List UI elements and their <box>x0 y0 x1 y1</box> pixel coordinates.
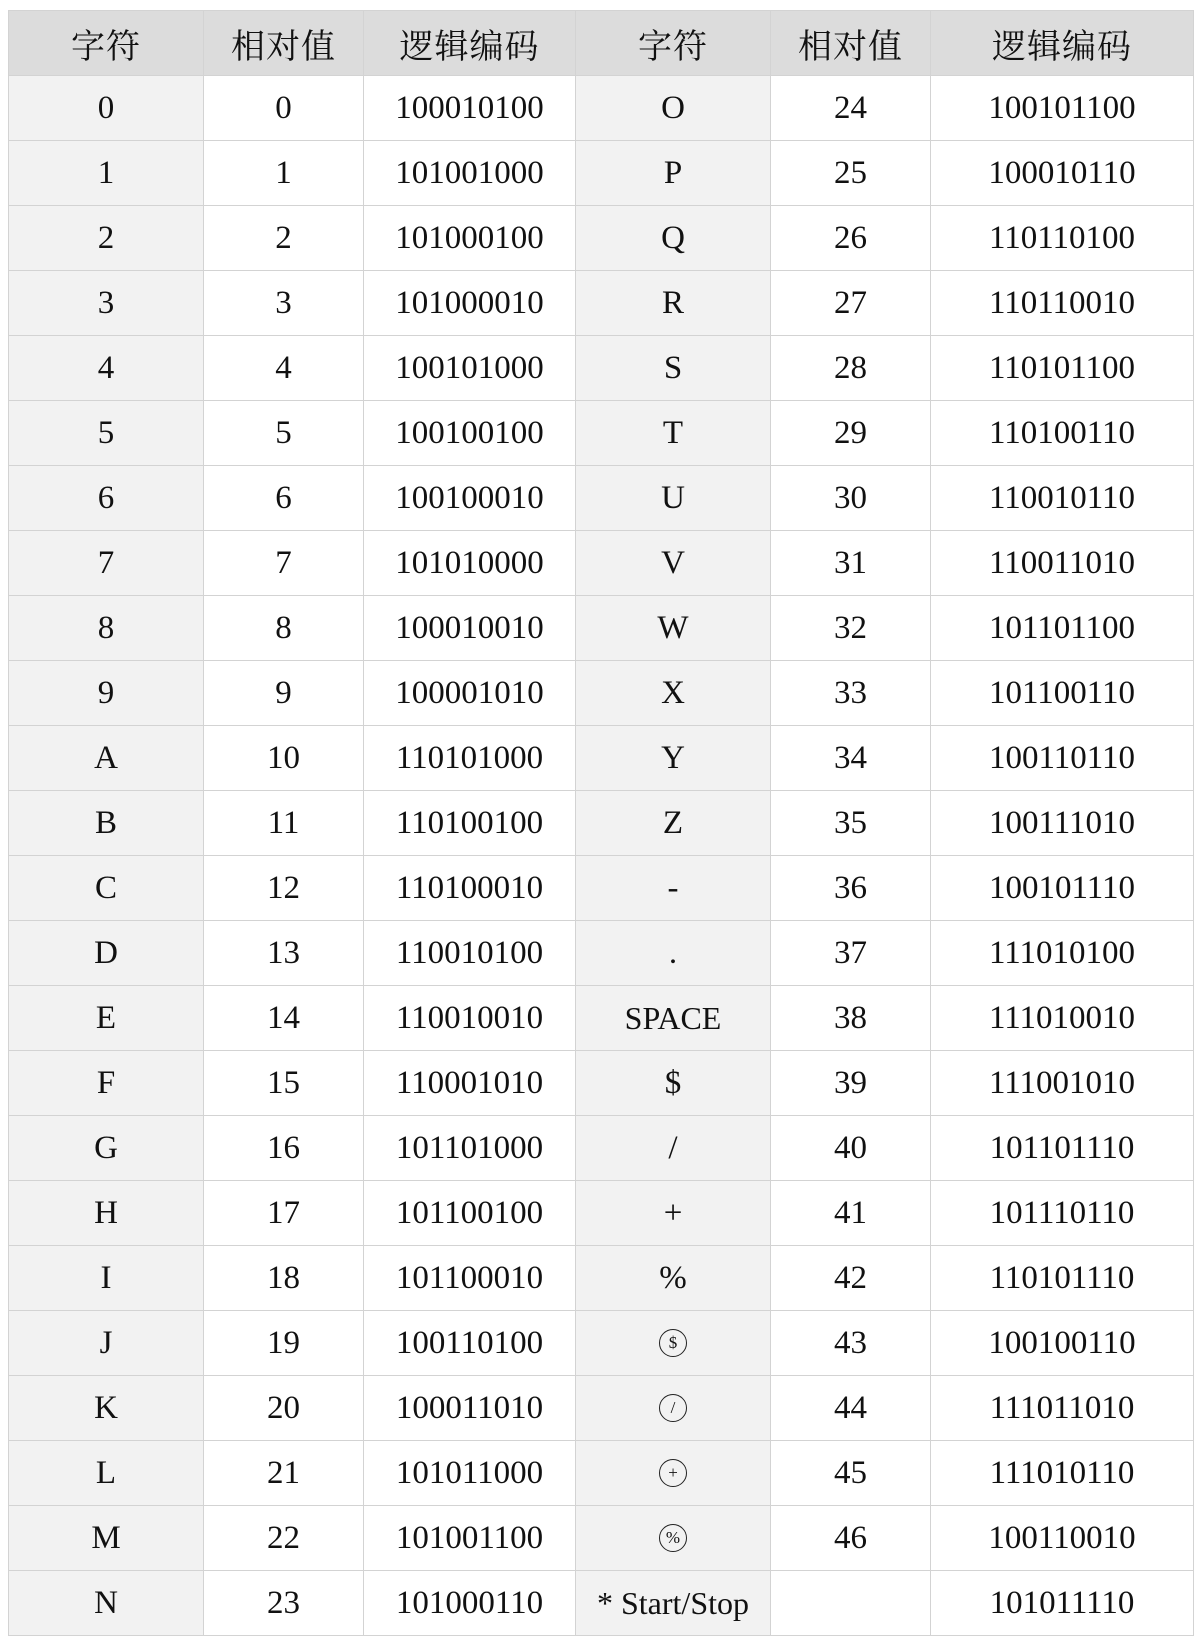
header-code-left: 逻辑编码 <box>364 11 576 76</box>
circled-symbol: $ <box>659 1329 687 1357</box>
header-value-left: 相对值 <box>204 11 364 76</box>
char-cell-right <box>576 1376 771 1441</box>
char-cell-right: SPACE <box>576 986 771 1051</box>
code-cell-left: 101000110 <box>364 1571 576 1636</box>
value-cell-left: 3 <box>204 271 364 336</box>
code-cell-left: 101000010 <box>364 271 576 336</box>
table-row <box>9 141 1194 206</box>
value-cell-right: 32 <box>771 596 931 661</box>
circled-symbol: + <box>659 1459 687 1487</box>
table-row <box>9 336 1194 401</box>
table-row <box>9 271 1194 336</box>
value-cell-left: 6 <box>204 466 364 531</box>
char-cell-left: B <box>9 791 204 856</box>
code-cell-right: 100110110 <box>931 726 1194 791</box>
code-cell-left: 101101000 <box>364 1116 576 1181</box>
code-cell-right: 101101100 <box>931 596 1194 661</box>
code-cell-right: 110100110 <box>931 401 1194 466</box>
char-cell-left: J <box>9 1311 204 1376</box>
char-cell-right: Z <box>576 791 771 856</box>
header-row <box>9 11 1194 76</box>
char-cell-left: F <box>9 1051 204 1116</box>
header-char-right: 字符 <box>576 11 771 76</box>
circled-symbol: % <box>659 1524 687 1552</box>
char-cell-right: % <box>576 1246 771 1311</box>
char-cell-right <box>576 1441 771 1506</box>
char-cell-right: + <box>576 1181 771 1246</box>
char-cell-right: - <box>576 856 771 921</box>
value-cell-left: 2 <box>204 206 364 271</box>
code-cell-left: 101100010 <box>364 1246 576 1311</box>
table-row <box>9 1311 1194 1376</box>
value-cell-left: 13 <box>204 921 364 986</box>
char-cell-right: U <box>576 466 771 531</box>
value-cell-right: 26 <box>771 206 931 271</box>
code-cell-right: 110011010 <box>931 531 1194 596</box>
code-cell-left: 100010100 <box>364 76 576 141</box>
code-cell-right: 101101110 <box>931 1116 1194 1181</box>
table-row <box>9 661 1194 726</box>
value-cell-right: 36 <box>771 856 931 921</box>
value-cell-left: 23 <box>204 1571 364 1636</box>
value-cell-left: 4 <box>204 336 364 401</box>
char-cell-right: P <box>576 141 771 206</box>
code-cell-right: 110110100 <box>931 206 1194 271</box>
code-cell-right: 100100110 <box>931 1311 1194 1376</box>
char-cell-left: H <box>9 1181 204 1246</box>
code-cell-right: 110010110 <box>931 466 1194 531</box>
table-row <box>9 1571 1194 1636</box>
char-cell-right: / <box>576 1116 771 1181</box>
code-cell-right: 110101100 <box>931 336 1194 401</box>
value-cell-left: 8 <box>204 596 364 661</box>
char-cell-right: O <box>576 76 771 141</box>
table-row <box>9 986 1194 1051</box>
value-cell-left: 18 <box>204 1246 364 1311</box>
char-cell-left: L <box>9 1441 204 1506</box>
code-cell-right: 100110010 <box>931 1506 1194 1571</box>
value-cell-right: 29 <box>771 401 931 466</box>
table-row <box>9 921 1194 986</box>
char-cell-right: * Start/Stop <box>576 1571 771 1636</box>
char-cell-left: 9 <box>9 661 204 726</box>
char-cell-right: V <box>576 531 771 596</box>
value-cell-right: 45 <box>771 1441 931 1506</box>
code-cell-left: 100110100 <box>364 1311 576 1376</box>
header-char-left: 字符 <box>9 11 204 76</box>
value-cell-right <box>771 1571 931 1636</box>
char-cell-right: X <box>576 661 771 726</box>
value-cell-left: 14 <box>204 986 364 1051</box>
value-cell-right: 41 <box>771 1181 931 1246</box>
value-cell-left: 20 <box>204 1376 364 1441</box>
code-cell-right: 110101110 <box>931 1246 1194 1311</box>
value-cell-right: 40 <box>771 1116 931 1181</box>
code-cell-right: 100111010 <box>931 791 1194 856</box>
char-cell-left: G <box>9 1116 204 1181</box>
char-cell-right <box>576 1506 771 1571</box>
code-cell-left: 110010010 <box>364 986 576 1051</box>
code39-character-table <box>8 10 1194 1636</box>
char-cell-right: Q <box>576 206 771 271</box>
value-cell-left: 21 <box>204 1441 364 1506</box>
value-cell-left: 11 <box>204 791 364 856</box>
circled-symbol: / <box>659 1394 687 1422</box>
value-cell-left: 9 <box>204 661 364 726</box>
value-cell-right: 27 <box>771 271 931 336</box>
code-cell-left: 100100010 <box>364 466 576 531</box>
table-row <box>9 206 1194 271</box>
table-row <box>9 1181 1194 1246</box>
value-cell-right: 34 <box>771 726 931 791</box>
char-cell-left: I <box>9 1246 204 1311</box>
code-cell-right: 111010110 <box>931 1441 1194 1506</box>
header-code-right: 逻辑编码 <box>931 11 1194 76</box>
value-cell-right: 31 <box>771 531 931 596</box>
value-cell-left: 5 <box>204 401 364 466</box>
code-cell-right: 101011110 <box>931 1571 1194 1636</box>
value-cell-right: 43 <box>771 1311 931 1376</box>
code-cell-right: 100010110 <box>931 141 1194 206</box>
header-value-right: 相对值 <box>771 11 931 76</box>
value-cell-left: 15 <box>204 1051 364 1116</box>
code-cell-left: 100100100 <box>364 401 576 466</box>
code-cell-right: 101100110 <box>931 661 1194 726</box>
value-cell-right: 28 <box>771 336 931 401</box>
char-cell-left: 7 <box>9 531 204 596</box>
table-row <box>9 1506 1194 1571</box>
table-row <box>9 726 1194 791</box>
code-cell-left: 100011010 <box>364 1376 576 1441</box>
char-cell-right: W <box>576 596 771 661</box>
value-cell-right: 33 <box>771 661 931 726</box>
table-row <box>9 791 1194 856</box>
value-cell-right: 35 <box>771 791 931 856</box>
code-cell-left: 110001010 <box>364 1051 576 1116</box>
char-cell-left: 0 <box>9 76 204 141</box>
char-cell-right: S <box>576 336 771 401</box>
char-cell-left: 1 <box>9 141 204 206</box>
value-cell-left: 0 <box>204 76 364 141</box>
value-cell-right: 38 <box>771 986 931 1051</box>
code-cell-left: 100001010 <box>364 661 576 726</box>
char-cell-left: 6 <box>9 466 204 531</box>
table-row <box>9 1116 1194 1181</box>
table-row <box>9 76 1194 141</box>
code-cell-right: 100101100 <box>931 76 1194 141</box>
value-cell-right: 25 <box>771 141 931 206</box>
char-cell-right: T <box>576 401 771 466</box>
table-row <box>9 1051 1194 1116</box>
code-cell-right: 101110110 <box>931 1181 1194 1246</box>
char-cell-left: N <box>9 1571 204 1636</box>
code-cell-right: 111010100 <box>931 921 1194 986</box>
value-cell-left: 12 <box>204 856 364 921</box>
code-cell-left: 100010010 <box>364 596 576 661</box>
code-cell-right: 110110010 <box>931 271 1194 336</box>
code-cell-left: 110101000 <box>364 726 576 791</box>
code-cell-left: 101001100 <box>364 1506 576 1571</box>
value-cell-right: 39 <box>771 1051 931 1116</box>
value-cell-left: 16 <box>204 1116 364 1181</box>
char-cell-right: Y <box>576 726 771 791</box>
value-cell-left: 10 <box>204 726 364 791</box>
char-cell-left: K <box>9 1376 204 1441</box>
code-cell-right: 111001010 <box>931 1051 1194 1116</box>
char-cell-left: 3 <box>9 271 204 336</box>
value-cell-right: 44 <box>771 1376 931 1441</box>
value-cell-right: 42 <box>771 1246 931 1311</box>
char-cell-left: 4 <box>9 336 204 401</box>
table-row <box>9 531 1194 596</box>
char-cell-left: 2 <box>9 206 204 271</box>
char-cell-right: $ <box>576 1051 771 1116</box>
char-cell-right: . <box>576 921 771 986</box>
char-cell-left: M <box>9 1506 204 1571</box>
code-cell-left: 101010000 <box>364 531 576 596</box>
table-row <box>9 1246 1194 1311</box>
code-cell-left: 101000100 <box>364 206 576 271</box>
value-cell-left: 17 <box>204 1181 364 1246</box>
char-cell-left: 5 <box>9 401 204 466</box>
value-cell-right: 30 <box>771 466 931 531</box>
value-cell-right: 24 <box>771 76 931 141</box>
table-row <box>9 401 1194 466</box>
table-row <box>9 466 1194 531</box>
code-cell-left: 101011000 <box>364 1441 576 1506</box>
code-cell-left: 110100100 <box>364 791 576 856</box>
char-cell-left: D <box>9 921 204 986</box>
code-cell-left: 100101000 <box>364 336 576 401</box>
char-cell-right: R <box>576 271 771 336</box>
value-cell-left: 1 <box>204 141 364 206</box>
char-cell-left: C <box>9 856 204 921</box>
value-cell-left: 7 <box>204 531 364 596</box>
value-cell-left: 19 <box>204 1311 364 1376</box>
char-cell-left: E <box>9 986 204 1051</box>
table-row <box>9 1441 1194 1506</box>
value-cell-right: 46 <box>771 1506 931 1571</box>
table-row <box>9 1376 1194 1441</box>
char-cell-left: 8 <box>9 596 204 661</box>
code-cell-left: 101100100 <box>364 1181 576 1246</box>
code-cell-right: 111011010 <box>931 1376 1194 1441</box>
code-cell-left: 110100010 <box>364 856 576 921</box>
value-cell-left: 22 <box>204 1506 364 1571</box>
code-cell-left: 101001000 <box>364 141 576 206</box>
table-row <box>9 856 1194 921</box>
code-cell-left: 110010100 <box>364 921 576 986</box>
table-row <box>9 596 1194 661</box>
value-cell-right: 37 <box>771 921 931 986</box>
char-cell-left: A <box>9 726 204 791</box>
code-cell-right: 111010010 <box>931 986 1194 1051</box>
code-cell-right: 100101110 <box>931 856 1194 921</box>
char-cell-right <box>576 1311 771 1376</box>
